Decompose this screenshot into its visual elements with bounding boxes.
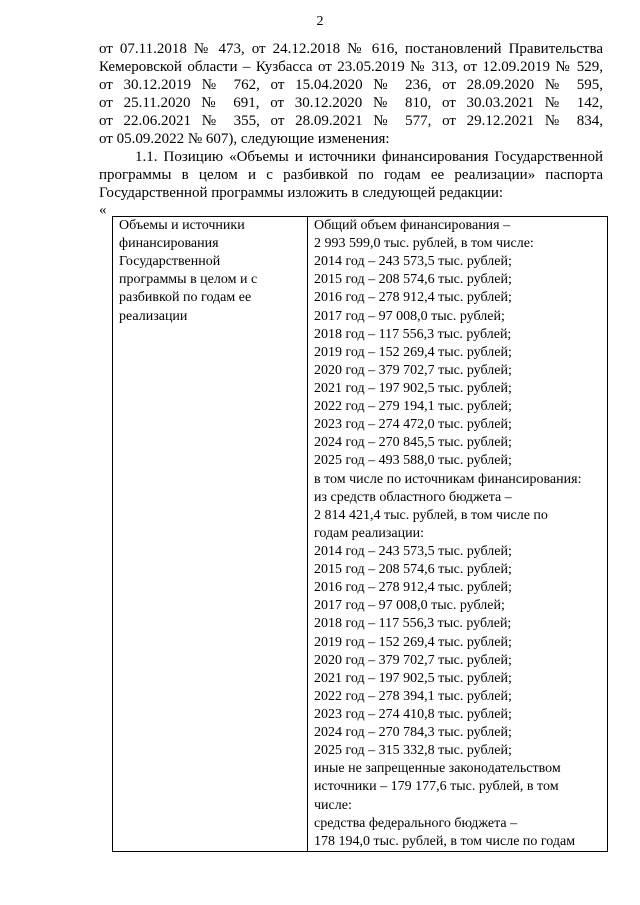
value-line: Общий объем финансирования –: [314, 218, 511, 233]
amendment-references-paragraph: [99, 40, 603, 148]
opening-quote: «: [99, 202, 107, 218]
value-line: 2014 год – 243 573,5 тыс. рублей;: [314, 254, 512, 270]
value-line: в том числе по источникам финансирования:: [314, 471, 582, 487]
value-line: 178 194,0 тыс. рублей, в том числе по годам: [314, 833, 576, 849]
text-line: от 05.09.2022 № 607), следующие изменения:: [99, 131, 390, 147]
financing-label-cell: [113, 217, 308, 852]
value-line: 2020 год – 379 702,7 тыс. рублей;: [314, 362, 512, 378]
page-number: 2: [316, 14, 324, 29]
value-line: из средств областного бюджета –: [314, 489, 512, 505]
item-1-1-paragraph: [99, 148, 603, 202]
label-line: финансирования: [119, 236, 219, 252]
value-line: 2024 год – 270 845,5 тыс. рублей;: [314, 435, 512, 451]
value-line: 2019 год – 152 269,4 тыс. рублей;: [314, 634, 512, 650]
label-line: программы в целом и с: [119, 272, 258, 288]
value-line: 2022 год – 279 194,1 тыс. рублей;: [314, 399, 512, 415]
text-line: Государственной программы изложить в следующей редакции:: [99, 185, 504, 201]
text-line: от 30.12.2019 № 762, от 15.04.2020 № 236, от 28.09.2020 № 595,: [99, 77, 603, 93]
value-line: 2015 год – 208 574,6 тыс. рублей;: [314, 562, 512, 578]
value-line: 2017 год – 97 008,0 тыс. рублей;: [314, 308, 505, 324]
value-line: средства федерального бюджета –: [314, 815, 518, 831]
value-line: 2014 год – 243 573,5 тыс. рублей;: [314, 543, 512, 559]
text-line: от 22.06.2021 № 355, от 28.09.2021 № 577, от 29.12.2021 № 834,: [99, 113, 603, 129]
label-line: Объемы и источники: [119, 218, 245, 233]
value-line: иные не запрещенные законодательством: [314, 761, 561, 777]
label-line: реализации: [119, 308, 188, 324]
value-line: 2022 год – 278 394,1 тыс. рублей;: [314, 688, 512, 704]
value-line: 2021 год – 197 902,5 тыс. рублей;: [314, 380, 512, 396]
value-line: годам реализации:: [314, 525, 424, 541]
value-line: 2020 год – 379 702,7 тыс. рублей;: [314, 652, 512, 668]
text-line: 1.1. Позицию «Объемы и источники финансирования Государственной: [135, 149, 603, 165]
value-line: 2 993 599,0 тыс. рублей, в том числе:: [314, 236, 534, 252]
value-line: 2016 год – 278 912,4 тыс. рублей;: [314, 290, 512, 306]
text-line: от 07.11.2018 № 473, от 24.12.2018 № 616, постановлений Правительства: [99, 41, 603, 57]
value-line: 2023 год – 274 472,0 тыс. рублей;: [314, 417, 512, 433]
text-line: программы в целом и с разбивкой по годам ее реализации» паспорта: [99, 167, 603, 183]
value-line: 2021 год – 197 902,5 тыс. рублей;: [314, 670, 512, 686]
value-line: 2 814 421,4 тыс. рублей, в том числе по: [314, 507, 548, 523]
value-line: источники – 179 177,6 тыс. рублей, в том: [314, 779, 559, 795]
value-line: 2023 год – 274 410,8 тыс. рублей;: [314, 706, 512, 722]
value-line: 2015 год – 208 574,6 тыс. рублей;: [314, 272, 512, 288]
value-line: 2019 год – 152 269,4 тыс. рублей;: [314, 344, 512, 360]
label-line: Государственной: [119, 254, 221, 270]
value-line: 2025 год – 493 588,0 тыс. рублей;: [314, 453, 512, 469]
value-line: 2017 год – 97 008,0 тыс. рублей;: [314, 598, 505, 614]
document-body: [99, 40, 603, 218]
value-line: 2018 год – 117 556,3 тыс. рублей;: [314, 616, 512, 632]
label-line: разбивкой по годам ее: [119, 290, 252, 306]
financing-table: [112, 216, 608, 852]
financing-values-cell: [308, 217, 608, 852]
value-line: 2016 год – 278 912,4 тыс. рублей;: [314, 580, 512, 596]
text-line: от 25.11.2020 № 691, от 30.12.2020 № 810, от 30.03.2021 № 142,: [99, 95, 603, 111]
text-line: Кемеровской области – Кузбасса от 23.05.2019 № 313, от 12.09.2019 № 529,: [99, 59, 603, 75]
value-line: 2024 год – 270 784,3 тыс. рублей;: [314, 725, 512, 741]
table-row: [113, 217, 608, 852]
value-line: 2018 год – 117 556,3 тыс. рублей;: [314, 326, 512, 342]
value-line: числе:: [314, 797, 352, 813]
value-line: 2025 год – 315 332,8 тыс. рублей;: [314, 743, 512, 759]
